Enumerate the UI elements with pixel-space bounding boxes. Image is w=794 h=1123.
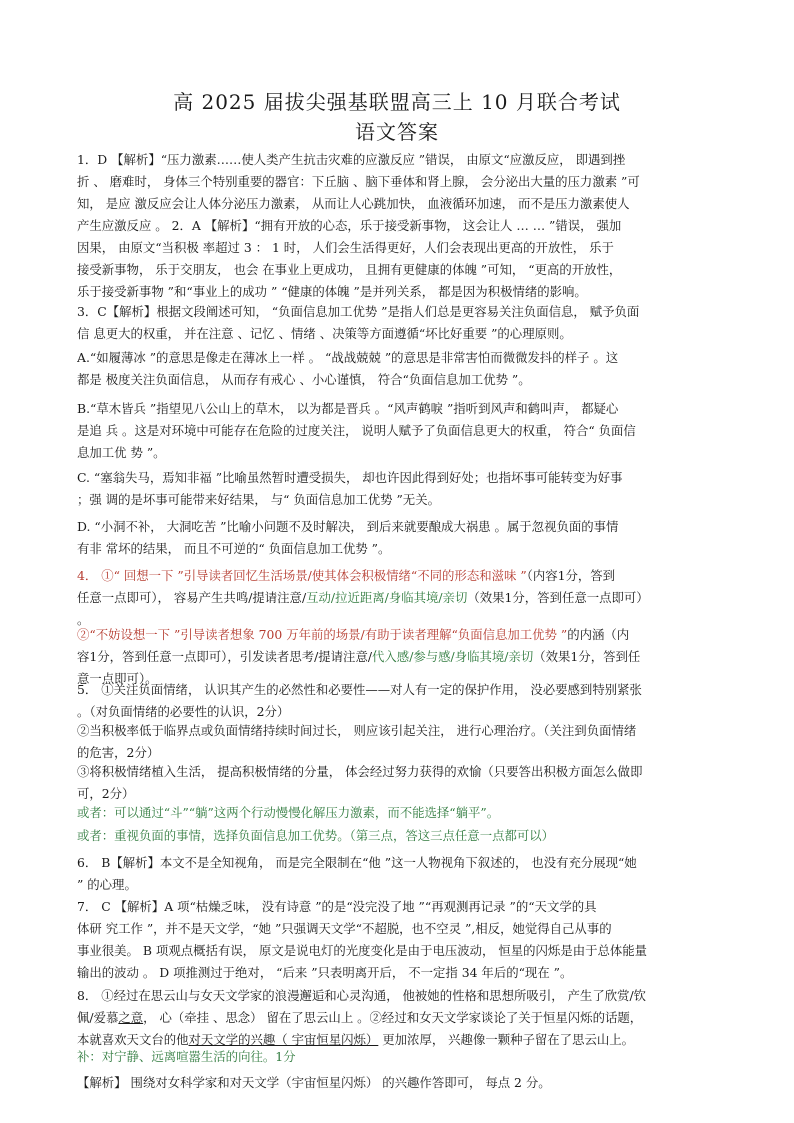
answer-q5-point1 bbox=[77, 679, 721, 723]
answer-q7 bbox=[77, 896, 721, 984]
answer-q8-analysis bbox=[77, 1072, 721, 1094]
text-span: ， 心（牵挂 、思念） 留在了思云山上 。②经过和女天文学家谈论了关于恒星闪烁的话题， bbox=[143, 1010, 643, 1025]
answer-q5-alternative-1 bbox=[77, 802, 721, 824]
text-line: B.“草木皆兵 ”指望见八公山上的草木， 以为都是晋兵 。“风声鹤唳 ”指听到风声和鹤叫声， 都疑心 bbox=[77, 401, 619, 416]
text-line: 有非 常坏的结果， 而且不可逆的“ 负面信息加工优势 ”。 bbox=[77, 541, 391, 556]
answer-q8-supplement bbox=[77, 1046, 721, 1068]
text-line: 7． C 【解析】A 项“枯燥乏味， 没有诗意 ”的是“没完没了地 ”“再观测再记录 ”的“天文学的具 bbox=[77, 899, 597, 914]
underlined-text: 之意 bbox=[118, 1010, 144, 1025]
text-line: 因果， 由原文“当积极 率超过 3 ： 1 时， 人们会生活得更好，人们会表现出更高的开放性， 乐于 bbox=[77, 240, 614, 255]
underlined-text: 对天文学的兴趣（ 宇宙恒星闪烁） bbox=[188, 1032, 379, 1047]
text-line: 都是 极度关注负面信息， 从而存有戒心 、小心谨慎， 符合“负面信息加工优势 ”。 bbox=[77, 372, 531, 387]
text-line: 1．D 【解析】“压力激素……使人类产生抗击灾难的应激反应 ”错误， 由原文“应激反应， 即遇到挫 bbox=[77, 152, 626, 167]
answer-q8 bbox=[77, 985, 721, 1051]
answer-q3-option-b bbox=[77, 398, 721, 464]
text-line: 折 、 磨难时， 身体三个特别重要的器官：下丘脑 、脑下垂体和肾上腺， 会分泌出大量的压力激素 ”可 bbox=[77, 174, 640, 189]
text-span: （效果1分，答到任意一点即可） bbox=[467, 590, 649, 605]
text-line: 息加工优 势 ”。 bbox=[77, 445, 166, 460]
answer-q3 bbox=[77, 301, 721, 345]
text-span: （效果1分，答到任 bbox=[533, 649, 641, 664]
text-line: C. “塞翁失马，焉知非福 ”比喻虽然暂时遭受损失， 却也许因此得到好处；也指坏事可能转变为好事 bbox=[77, 470, 623, 485]
answer-q6 bbox=[77, 852, 721, 896]
text-span: （内容1分，答到 bbox=[526, 568, 616, 583]
answer-q3-option-c bbox=[77, 467, 721, 511]
text-span: 更加浓厚， 兴趣像一颗种子留在了思云山上。 bbox=[378, 1032, 635, 1047]
text-line: ；强 调的是坏事可能带来好结果， 与“ 负面信息加工优势 ”无关。 bbox=[77, 492, 440, 507]
text-line: A.“如履薄冰 ”的意思是像走在薄冰上一样 。 “战战兢兢 ”的意思是非常害怕而微微发抖的样子 。这 bbox=[77, 350, 619, 365]
text-line: 或者：重视负面的事情，选择负面信息加工优势。（第三点，答这三点任意一点都可以） bbox=[77, 828, 555, 843]
text-line bbox=[77, 565, 721, 587]
text-line bbox=[77, 624, 721, 646]
text-line: 6． B【解析】本文不是全知视角， 而是完全限制在“他 ”这一人物视角下叙述的， 也没有充分展现“她 bbox=[77, 855, 637, 870]
text-line: 8． ①经过在思云山与女天文学家的浪漫邂逅和心灵沟通， 他被她的性格和思想所吸引， 产生了欣赏/钦 bbox=[77, 988, 647, 1003]
text-span: 的内涵（内 bbox=[567, 627, 630, 642]
text-line: 事业很美。 B 项观点概括有误， 原文是说电灯的光度变化是由于电压波动， 恒星的闪烁是由于总体能量 bbox=[77, 943, 648, 958]
text-line: 可，2分） bbox=[77, 786, 135, 801]
text-line: 意一点即可）。 bbox=[77, 671, 158, 686]
text-span: 本就喜欢天文台的他 bbox=[77, 1032, 189, 1047]
text-line: 【解析】 围绕对女科学家和对天文学（宇宙恒星闪烁） 的兴趣作答即可， 每点 2 分。 bbox=[77, 1075, 551, 1090]
text-line: 5． ①关注负面情绪， 认识其产生的必然性和必要性——对人有一定的保护作用， 没必要感到特别紧张 bbox=[77, 682, 642, 697]
text-line: 乐于接受新事物 ”和“事业上的成功 ” “健康的体魄 ”是并列关系， 都是因为积极情绪的影响。 bbox=[77, 284, 587, 299]
text-span: 容1分，答到任意一点即可），引发读者思考/提请注意/ bbox=[77, 649, 373, 664]
text-line bbox=[77, 646, 721, 668]
text-line: ③将积极情绪植入生活， 提高积极情绪的分量， 体会经过努力获得的欢愉（只要答出积极方面怎么做即 bbox=[77, 764, 643, 779]
answer-q1-q2 bbox=[77, 149, 721, 303]
text-line: 或者：可以通过“斗”“躺”这两个行动慢慢化解压力激素，而不能选择“躺平”。 bbox=[77, 805, 500, 820]
answer-q5-alternative-2 bbox=[77, 825, 721, 847]
text-line: 产生应激反应 。 2．A 【解析】“拥有开放的心态，乐于接受新事物， 这会让人 … … ”错误， 强加 bbox=[77, 218, 622, 233]
text-span: 任意一点即可）， 容易产生共鸣/提请注意/ bbox=[77, 590, 307, 605]
answer-q5-point3 bbox=[77, 761, 721, 805]
highlight-red: ②“不妨设想一下 ”引导读者想象 700 万年前的场景/有助于读者理解“负面信息加工优势 ” bbox=[77, 627, 568, 642]
text-line: 输出的波动 。 D 项推测过于绝对， “后来 ”只表明离开后， 不一定指 34 年后的“现在 ”。 bbox=[77, 965, 573, 980]
highlight-red: 4． ①“ 回想一下 ”引导读者回忆生活场景/使其体会积极情绪“不同的形态和滋味 ” bbox=[77, 568, 527, 583]
text-line: 。（对负面情绪的必要性的认识，2分） bbox=[77, 704, 290, 719]
text-line bbox=[77, 587, 721, 609]
text-line: 信 息更大的权重， 并在注意 、记忆 、情绪 、决策等方面遵循“坏比好重要 ”的心理原则。 bbox=[77, 326, 572, 341]
text-line: 。 bbox=[77, 612, 90, 627]
text-line: 的危害，2分） bbox=[77, 745, 160, 760]
answer-q5-point2 bbox=[77, 720, 721, 764]
text-line: 是追 兵 。这是对环境中可能存在危险的过度关注， 说明人赋予了负面信息更大的权重， 符合“ 负面信 bbox=[77, 423, 636, 438]
answer-q4-point1 bbox=[77, 565, 721, 631]
text-line bbox=[77, 1007, 721, 1029]
answer-q3-option-a bbox=[77, 347, 721, 391]
exam-title: 高 2025 届拔尖强基联盟高三上 10 月联合考试 bbox=[173, 90, 621, 114]
text-line: ” 的心理。 bbox=[77, 877, 137, 892]
text-line: 体研 究工作 ”，并不是天文学，“她 ”只强调天文学“不超脱，也不空灵 ”,相反，她觉得自己从事的 bbox=[77, 921, 612, 936]
highlight-green: 代入感/参与感/身临其境/亲切 bbox=[372, 649, 534, 664]
text-line: D. “小洞不补， 大洞吃苦 ”比喻小问题不及时解决， 到后来就要酿成大祸患 。属于忽视负面的事情 bbox=[77, 519, 619, 534]
text-line: 知， 是应 激反应会让人体分泌压力激素， 从而让人心跳加快， 血液循环加速， 而不是压力激素使人 bbox=[77, 196, 630, 211]
highlight-green: 互动/拉近距离/身临其境/亲切 bbox=[306, 590, 468, 605]
answer-q3-option-d bbox=[77, 516, 721, 560]
text-line: 补：对宁静、远离喧嚣生活的向往。1分 bbox=[77, 1049, 296, 1064]
answer-subtitle: 语文答案 bbox=[355, 120, 439, 144]
text-line: 3．C【解析】根据文段阐述可知， “负面信息加工优势 ”是指人们总是更容易关注负面信息， 赋予负面 bbox=[77, 304, 640, 319]
text-span: 佩/爱慕 bbox=[77, 1010, 119, 1025]
text-line: ②当积极率低于临界点或负面情绪持续时间过长， 则应该引起关注， 进行心理治疗。（关注到负面情绪 bbox=[77, 723, 637, 738]
text-line: 接受新事物， 乐于交朋友， 也会 在事业上更成功， 且拥有更健康的体魄 ”可知， “更高的开放性， bbox=[77, 262, 622, 277]
